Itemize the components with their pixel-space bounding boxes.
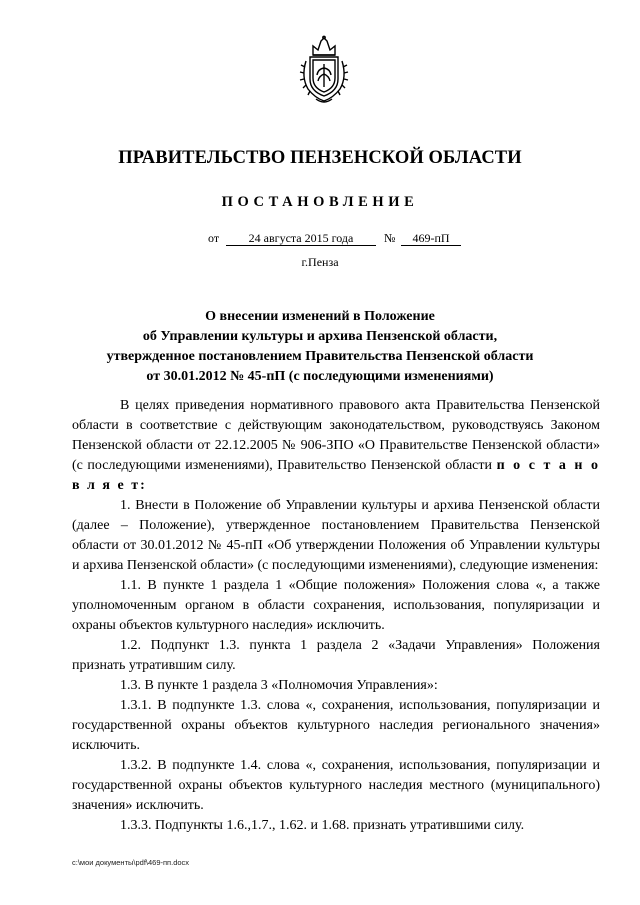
- date-number-line: [0, 231, 640, 249]
- subject-line: об Управлении культуры и архива Пензенской области,: [142, 329, 498, 344]
- body-paragraph: 1.3. В пункте 1 раздела 3 «Полномочия Управления»:: [120, 678, 438, 693]
- subject-line: от 30.01.2012 № 45-пП (с последующими изменениями): [146, 369, 494, 384]
- file-path-footer: c:\мои документы\pdf\469-пп.docx: [72, 858, 190, 867]
- body-paragraph: 1.3.1. В подпункте 1.3. слова «, сохранения, использования, популяризации и государственной охраны объектов культурного наследия регионального значения» исключить.: [72, 698, 600, 753]
- document-number: 469-пП: [401, 231, 461, 246]
- organization-title: ПРАВИТЕЛЬСТВО ПЕНЗЕНСКОЙ ОБЛАСТИ: [118, 148, 522, 168]
- preamble-text: В целях приведения нормативного правового акта Правительства Пензенской области в соответствие с действующим законодательством, руководствуясь Законом Пензенской области от 22.12.2005 № 906-ЗПО «О Правительстве Пензенской области» (с последующими изменениями), Правительство Пензенской области: [72, 398, 600, 473]
- number-prefix: №: [384, 231, 396, 245]
- subject-line: утвержденное постановлением Правительства Пензенской области: [106, 349, 534, 364]
- body-paragraph: 1. Внести в Положение об Управлении культуры и архива Пензенской области (далее – Положение), утвержденное постановлением Правительства Пензенской области от 30.01.2012 № 45-пП «Об утверждении Положения об Управлении культуры и архива Пензенской области» (с последующими изменениями), следующие изменения:: [72, 498, 600, 573]
- body-paragraph: 1.3.2. В подпункте 1.4. слова «, сохранения, использования, популяризации и государственной охраны объектов культурного наследия местного (муниципального) значения» исключить.: [72, 758, 600, 813]
- body-paragraph: 1.3.3. Подпункты 1.6.,1.7., 1.62. и 1.68. признать утратившими силу.: [120, 818, 525, 833]
- body-paragraph: 1.1. В пункте 1 раздела 1 «Общие положения» Положения слова «, а также уполномоченным органом в области сохранения, использования, популяризации и охраны объектов культурного наследия» исключить.: [72, 578, 600, 633]
- preamble-paragraph: [72, 396, 600, 496]
- body-paragraph: 1.2. Подпункт 1.3. пункта 1 раздела 2 «Задачи Управления» Положения признать утратившим силу.: [72, 638, 600, 673]
- resolves-word: п о с т а н о в л я е т:: [72, 458, 601, 493]
- document-body: [72, 396, 600, 836]
- subject-line: О внесении изменений в Положение: [205, 309, 435, 324]
- penza-coat-of-arms-icon: [296, 35, 352, 107]
- place-of-issue: г.Пенза: [301, 255, 339, 269]
- document-date: 24 августа 2015 года: [226, 231, 376, 246]
- date-prefix: от: [208, 231, 220, 245]
- document-type: ПОСТАНОВЛЕНИЕ: [221, 194, 419, 210]
- document-subject: [0, 307, 640, 387]
